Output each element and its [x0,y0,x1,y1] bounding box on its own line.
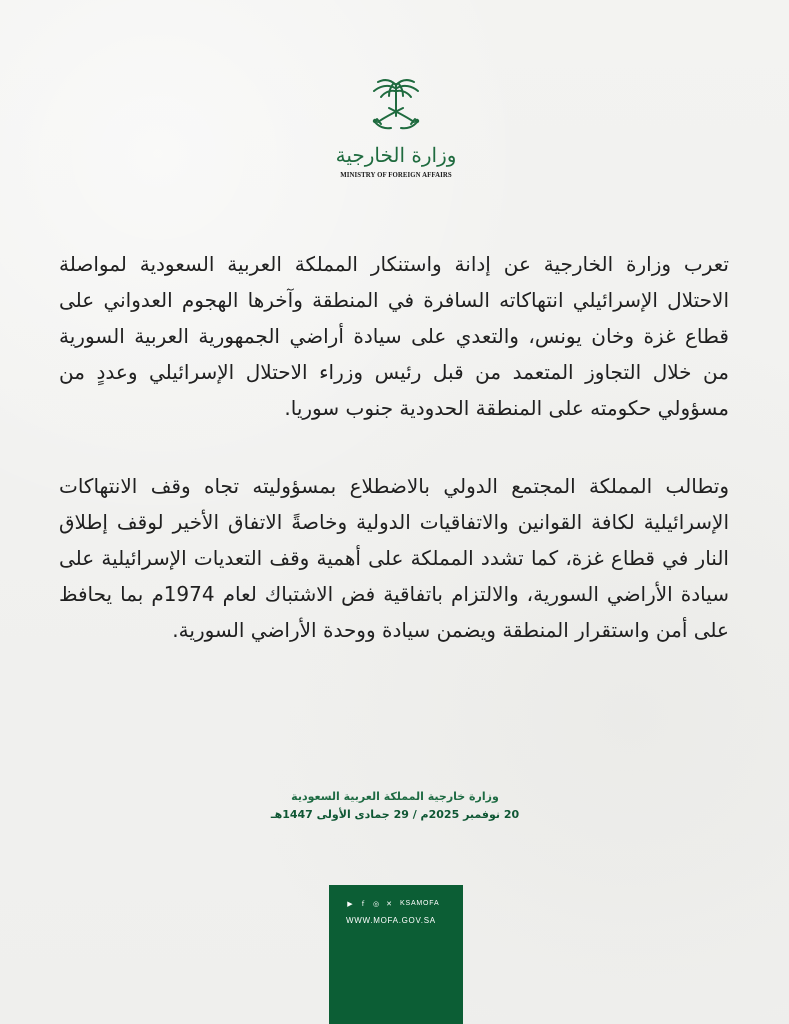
ministry-logo [322,72,470,184]
statement-paragraph-2: وتطالب المملكة المجتمع الدولي بالاضطلاع بمسؤوليته تجاه وقف الانتهاكات الإسرائيلية لكافة القوانين والاتفاقيات الدولية وخاصةً الاتفاق الأخير لوقف إطلاق النار في قطاع غزة، كما تشدد المملكة على أهمية وقف التعديات الإسرائيلية على سيادة الأراضي السورية، والالتزام باتفاقية فض الاشتباك لعام 1974م بما يحافظ على أمن واستقرار المنطقة ويضمن سيادة ووحدة الأراضي السورية. [59,474,729,642]
palm-and-crossed-swords-icon [360,72,432,142]
facebook-icon[interactable]: f [361,900,365,908]
ministry-arabic-name: وزارة الخارجية [335,143,457,167]
signoff-block [248,788,542,824]
ministry-english-name: MINISTRY OF FOREIGN AFFAIRS [340,172,452,179]
instagram-icon[interactable]: ◎ [372,900,380,908]
statement-paragraph-1: تعرب وزارة الخارجية عن إدانة واستنكار المملكة العربية السعودية لمواصلة الاحتلال الإسرائيلي انتهاكاته السافرة في المنطقة وآخرها الهجوم العدواني على قطاع غزة وخان يونس، والتعدي على سيادة أراضي الجمهورية العربية السورية من خلال التجاوز المتعمد من قبل رئيس وزراء الاحتلال الإسرائيلي وعددٍ من مسؤولي حكومته على المنطقة الحدودية جنوب سوريا. [59,252,729,420]
youtube-icon[interactable]: ▶ [347,900,353,908]
social-links [345,899,439,909]
ministry-signoff: وزارة خارجية المملكة العربية السعودية [291,790,499,803]
statement-date: 20 نوفمبر 2025م / 29 جمادى الأولى 1447هـ [270,808,520,821]
x-icon[interactable]: ✕ [386,900,392,908]
social-handle: KSAMOFA [400,900,440,907]
press-statement [59,246,729,648]
website-link[interactable]: WWW.MOFA.GOV.SA [346,916,436,925]
footer-block [329,885,463,1024]
